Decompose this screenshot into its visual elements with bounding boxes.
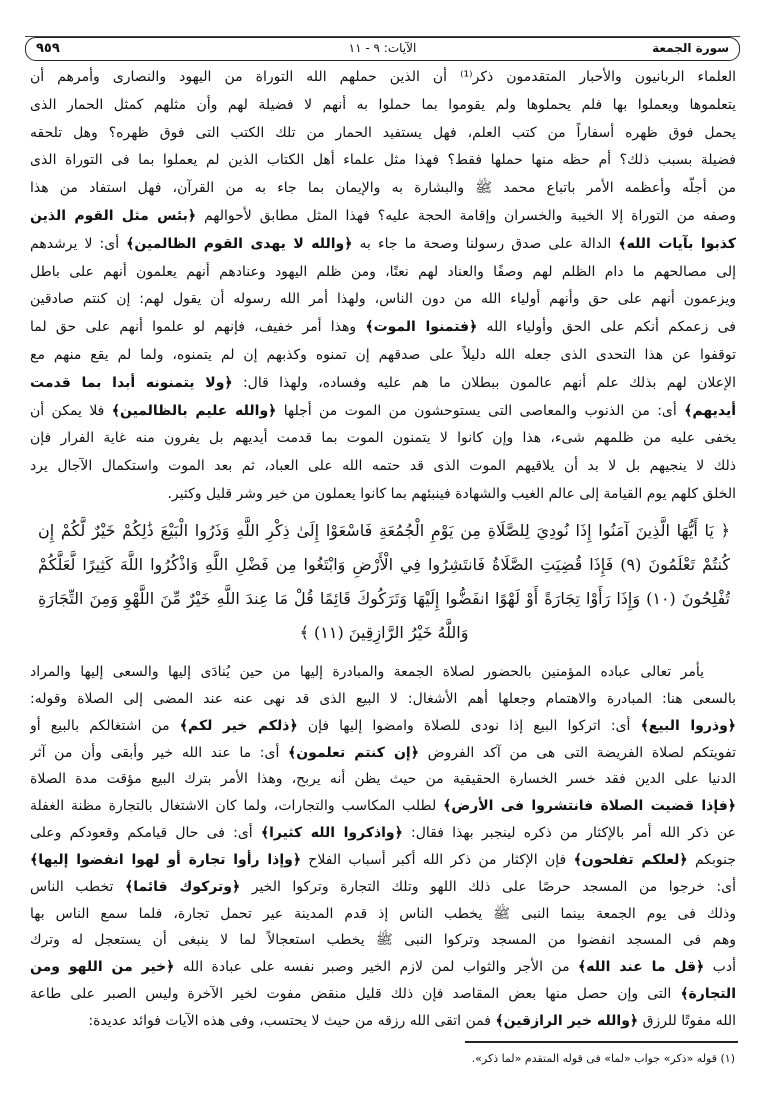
text-segment: تخطب الناس — [30, 878, 126, 895]
text-line — [30, 342, 736, 370]
quran-quote: ﴿فإذا قضيت الصلاة فانتشروا فى الأرض﴾ — [443, 798, 736, 815]
text-line — [30, 766, 736, 793]
text-segment: فضيلة بسبب ذلك؟ أم حظه منها حملها فقط؟ فهذا مثل علماء أهل الكتاب الذين لم يعملوا بما فى التوراة الذى — [30, 152, 736, 169]
text-segment: التى وإن حصل منها بعض المقاصد فإن ذلك قليل منقض مفوت لخير الآخرة وليس الصبر على طاعة — [30, 986, 681, 1003]
text-segment: لطلب المكاسب والتجارات، ولما كان الاشتغال بالتجارة مظنة الغفلة — [30, 798, 444, 815]
text-segment: عن ذكر الله أمر بالإكثار من ذكره لينجبر بهذا فقال: — [402, 825, 736, 842]
text-segment: يأمر تعالى عباده المؤمنين بالحضور لصلاة الجمعة والمبادرة إليها من حين يُنادَى إليها والسعى إليها والمراد — [30, 664, 704, 680]
text-segment: وذلك فى يوم الجمعة بينما النبى ﷺ يخطب الناس إذ قدم المدينة عير تحمل تجارة، فلما سمع الناس بها — [30, 905, 736, 922]
text-segment: ذلك لا ينجيهم بل لا بد أن يلاقيهم الموت الذى قد حتمه الله على العباد، ثم بعد الموت واستكمال الآجال يرد — [30, 458, 736, 475]
text-segment: فى زعمكم أنكم على الحق وأولياء الله — [477, 319, 736, 336]
footnote-separator — [465, 1041, 738, 1043]
text-segment: يخفى عليه من ظلمهم شىء، هذا وإن كانوا لا يتمنون الموت بما قدمت أيديهم بل يفرون منه غاية الفرار فإن — [30, 430, 736, 447]
text-line — [30, 314, 736, 342]
quran-verse-line: وَاللَّهُ خَيْرُ الرَّازِقِينَ (١١) ﴾ — [299, 623, 469, 642]
text-segment: الله مفوتًا للرزق — [638, 1012, 736, 1029]
text-line — [30, 175, 736, 203]
text-line — [30, 147, 736, 175]
text-segment: جنوبكم — [687, 851, 736, 868]
text-segment: فمن اتقى الله رزقه من حيث لا يحتسب، وفى هذه الآيات فوائد عديدة: — [88, 1012, 496, 1029]
quran-quote: ﴿وتركوك قائما﴾ — [125, 878, 241, 895]
commentary-paragraph-1 — [30, 64, 736, 509]
text-line — [30, 259, 736, 287]
commentary-paragraph-2 — [30, 659, 736, 1035]
ayat-range: الآيات: ٩ - ١١ — [348, 41, 417, 55]
text-segment: الخلق كلهم يوم القيامة إلى عالم الغيب والشهادة فينبئهم بما كانوا يعملون من خير وشر قليل وكثير. — [167, 485, 736, 502]
text-segment: أى: لا يرشدهم — [30, 235, 127, 252]
text-line — [30, 92, 736, 120]
text-line — [30, 793, 736, 820]
text-line — [30, 64, 736, 92]
text-segment: فلا يمكن أن — [30, 402, 112, 419]
quran-quote: ﴿ولا يتمنونه أبدا بما قدمت — [30, 374, 233, 391]
text-line — [30, 370, 736, 398]
text-line — [30, 453, 736, 481]
text-segment: توقفوا عن هذا التحدى الذى جعله الله دليلاً على صدقهم إن تمنوه وكذبهم إن لم يتمنوه، ولما لم يقع منهم مع — [30, 346, 736, 363]
text-segment: أى: فى حال قيامكم وقعودكم وعلى — [30, 825, 261, 842]
quran-quote: ﴿والله عليم بالظالمين﴾ — [111, 402, 277, 419]
text-line — [30, 874, 736, 901]
text-segment: أى: اتركوا البيع إذا نودى للصلاة وامضوا إليها فإن — [297, 717, 641, 734]
text-segment: الدالة على صدق رسولنا وصحة ما جاء به — [352, 235, 619, 252]
text-segment: العلماء الربانيون والأحبار المتقدمون ذكر⁽¹⁾ أن الذين حملهم الله التوراة من اليهود والنصارى وأمرهم أن — [30, 69, 736, 85]
running-header — [25, 37, 740, 61]
quran-verse-line: ﴿ يَا أَيُّهَا الَّذِينَ آمَنُوا إِذَا نُودِيَ لِلصَّلَاةِ مِن يَوْمِ الْجُمُعَةِ فَاسْعَوْا إِلَىٰ ذِكْرِ اللَّهِ وَذَرُوا الْبَيْعَ ذَٰلِكُمْ خَيْرٌ لَّكُمْ إِن — [38, 521, 730, 540]
quran-quote: ﴿والله لا يهدى القوم الظالمين﴾ — [126, 235, 353, 252]
text-segment: وصفه من التوراة إلا الخيبة والخسران وإقامة الحجة عليه؟ فهذا المثل مطابق لأحوالهم — [196, 207, 736, 224]
surah-title: سورة الجمعة — [652, 41, 729, 55]
text-line — [30, 398, 736, 426]
quran-quote: ﴿وذروا البيع﴾ — [640, 717, 736, 734]
text-segment: يحمل فوق ظهره أسفاراً من كتب العلم، فهل يستفيد الحمار من تلك الكتب التى فوق ظهره؟ وهل تلحقه — [30, 124, 736, 141]
text-segment: الإعلان لهم بذلك علم أنهم عالمون ببطلان ما هم عليه وفساده، ولهذا قال: — [232, 374, 736, 391]
text-line — [30, 740, 736, 767]
text-line — [30, 820, 736, 847]
quran-quote: ﴿واذكروا الله كثيرا﴾ — [260, 825, 403, 842]
text-line — [30, 481, 736, 509]
text-segment: من الأجر والثواب لمن لازم الخير وصبر نفسه على عبادة الله — [174, 959, 579, 976]
text-segment: أى: من الذنوب والمعاصى التى يستوحشون من الموت من أجلها — [276, 402, 685, 419]
text-line — [30, 425, 736, 453]
quran-quote: ﴿وإذا رأوا تجارة أو لهوا انفضوا إليها﴾ — [30, 851, 302, 868]
quran-verses-block — [38, 514, 730, 650]
quran-quote: أيديهم﴾ — [684, 402, 736, 419]
quran-quote: التجارة﴾ — [680, 986, 736, 1003]
quran-quote: ﴿إن كنتم تعلمون﴾ — [288, 744, 419, 761]
text-line — [30, 286, 736, 314]
quran-quote: ﴿ذلكم خير لكم﴾ — [179, 717, 298, 734]
text-segment: أى: ما عند الله خير وأبقى وأن من آثر — [30, 744, 289, 761]
footnote: (١) قوله «ذكر» جواب «لما» فى قوله المتقدم «لما ذكر». — [471, 1052, 735, 1065]
text-line — [30, 927, 736, 954]
text-segment: أى: خرجوا من المسجد حرصًا على ذلك اللهو وتلك التجارة وتركوا الخير — [240, 878, 736, 895]
quran-quote: ﴿فتمنوا الموت﴾ — [365, 319, 478, 336]
text-segment: يتعلموها ويعملوا بها فلم يحملوها ولم يقوموا بما حملوا به أنهم لا فضيلة لهم وأن مثلهم كمثل الحمار الذى — [30, 96, 736, 113]
quran-verse-line: تُفْلِحُونَ (١٠) وَإِذَا رَأَوْا تِجَارَةً أَوْ لَهْوًا انفَضُّوا إِلَيْهَا وَتَرَكُوكَ قَائِمًا قُلْ مَا عِندَ اللَّهِ خَيْرٌ مِّنَ اللَّهْوِ وَمِنَ التِّجَارَةِ — [38, 589, 730, 608]
page-number: ٩٥٩ — [36, 41, 60, 56]
text-segment: بالسعى هنا: المبادرة والاهتمام وجعلها أهم الأشغال: لا البيع الذى قد نهى عنه عند المضى إلى الصلاة وقوله: — [30, 690, 736, 707]
text-line — [30, 231, 736, 259]
text-line — [30, 659, 736, 686]
text-segment: وهم فى المسجد انفضوا من المسجد وتركوا النبى ﷺ يخطب استعجالاً لما لا ينبغى أن يستعجل له وترك — [30, 932, 736, 949]
text-line — [30, 1008, 736, 1035]
text-segment: من اشتغالكم بالبيع أو — [30, 717, 180, 734]
quran-quote: كذبوا بآيات الله﴾ — [618, 235, 736, 252]
quran-verse-line: كُنتُمْ تَعْلَمُونَ (٩) فَإِذَا قُضِيَتِ الصَّلَاةُ فَانتَشِرُوا فِي الْأَرْضِ وَابْتَغُوا مِن فَضْلِ اللَّهِ وَاذْكُرُوا اللَّهَ كَثِيرًا لَّعَلَّكُمْ — [38, 555, 730, 574]
text-segment: إلى مصالحهم ما دام الظلم لهم وصفًا والعناد لهم نعتًا، ومن ظلم اليهود وعنادهم أنهم يعلمون أنهم على باطل — [30, 263, 736, 280]
text-segment: تفويتكم لصلاة الفريضة التى هى من آكد الفروض — [418, 744, 736, 761]
text-segment: أدب — [704, 959, 736, 976]
text-line — [30, 901, 736, 928]
quran-quote: ﴿خير من اللهو ومن — [30, 959, 175, 976]
text-segment: الدنيا على الدين فقد خسر الخسارة الحقيقية من حيث يظن أنه يربح، وهذا الأمر بترك البيع مؤقت مدة الصلاة — [30, 771, 736, 788]
quran-quote: ﴿قل ما عند الله﴾ — [578, 959, 705, 976]
text-segment: ويزعمون أنهم على حق وأنهم أولياء الله من دون الناس، ولهذا أمر الله رسوله أن يقول لهم: إن كنتم صادقين — [30, 291, 736, 308]
text-line — [30, 847, 736, 874]
text-line — [30, 686, 736, 713]
quran-quote: ﴿والله خير الرازقين﴾ — [495, 1012, 639, 1029]
text-segment: من أجلّه وأعظمه الأمر باتباع محمد ﷺ والبشارة به والإيمان بما جاء به من القرآن، فهل استفاد من هذا — [30, 180, 736, 197]
text-line — [30, 981, 736, 1008]
text-segment: فإن الإكثار من ذكر الله أكبر أسباب الفلاح — [301, 851, 574, 868]
text-segment: وهذا أمر خفيف، فإنهم لو علموا أنهم على حق لما — [30, 319, 366, 336]
text-line — [30, 120, 736, 148]
quran-quote: ﴿لعلكم تفلحون﴾ — [573, 851, 688, 868]
text-line — [30, 954, 736, 981]
text-line — [30, 203, 736, 231]
quran-quote: ﴿بئس مثل القوم الذين — [30, 207, 197, 224]
text-line — [30, 713, 736, 740]
